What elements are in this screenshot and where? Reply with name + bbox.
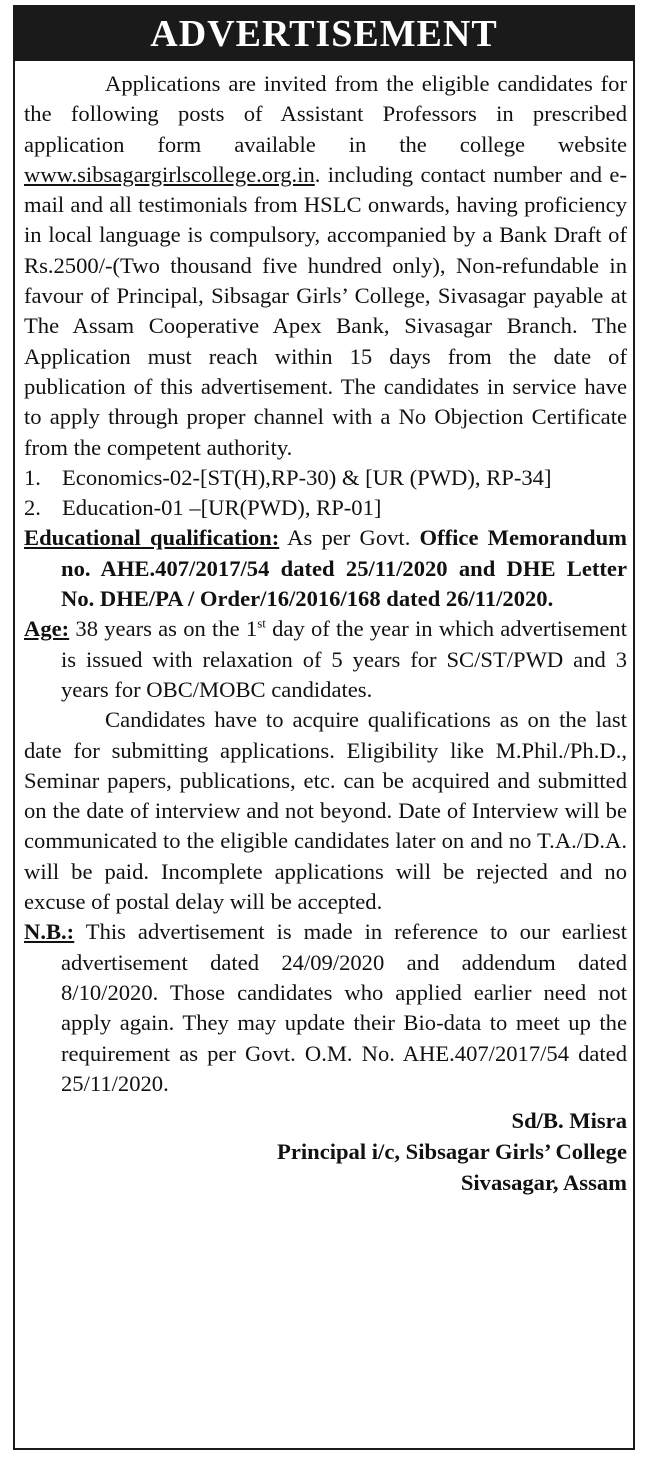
advertisement-title: ADVERTISEMENT — [15, 7, 633, 61]
qualification-text: As per Govt. — [279, 525, 420, 551]
post-number: 1. — [24, 464, 41, 490]
post-item-education — [24, 493, 627, 523]
intro-text-end: . including contact number and e-mail and all testimonials from HSLC onwards, having proficiency in local language is compulsory, accompanied by a Bank Draft of Rs.2500/-(Two thousand five hundred only), Non-refundable in favour of Principal, Sibsagar Girls’ College, Sivasagar payable at The Assam Cooperative Apex Bank, Sivasagar Branch. The Application must reach within 15 days from the date of publication of this advertisement. The candidates in service have to apply through proper channel with a No Objection Certificate from the competent authority. — [24, 161, 627, 460]
age-text-end: day of the year in which advertisement is issued with relaxation of 5 years for SC/ST/PWD and 3 years for OBC/MOBC candidates. — [61, 616, 627, 702]
nb-text: This advertisement is made in reference to our earliest advertisement dated 24/09/2020 and addendum dated 8/10/2020. Those candidates who applied earlier need not apply again. They may update their Bio-data to meet up the requirement as per Govt. O.M. No. AHE.407/2017/54 dated 25/11/2020. — [61, 919, 627, 1096]
qualification-paragraph — [24, 523, 627, 614]
signatory-location: Sivasagar, Assam — [460, 1170, 627, 1196]
age-superscript: st — [257, 615, 266, 631]
signatory-designation: Principal i/c, Sibsagar Girls’ College — [277, 1139, 627, 1165]
signature-block — [24, 1105, 627, 1198]
post-text: Education-01 –[UR(PWD), RP-01] — [62, 495, 382, 521]
age-text-start: 38 years as on the 1 — [69, 616, 258, 642]
candidates-paragraph: Candidates have to acquire qualifications as on the last date for submitting applications. Eligibility like M.Phil./Ph.D., Seminar papers, publications, etc. can be acquired and submitted on the date of interview and not beyond. Date of Interview will be communicated to the eligible candidates later on and no T.A./D.A. will be paid. Incomplete applications will be rejected and no excuse of postal delay will be accepted. — [24, 707, 627, 915]
nb-paragraph — [24, 917, 627, 1099]
post-number: 2. — [24, 495, 41, 521]
advertisement-body — [15, 61, 633, 1198]
signatory-name: Sd/B. Misra — [511, 1108, 627, 1134]
nb-label: N.B.: — [24, 919, 75, 945]
qualification-reference: Office Memorandum no. AHE.407/2017/54 dated 25/11/2020 and DHE Letter No. DHE/PA / Order/16/2016/168 dated 26/11/2020. — [61, 525, 627, 612]
advertisement-frame — [13, 5, 635, 1450]
qualification-label: Educational qualification: — [24, 525, 280, 551]
intro-paragraph — [24, 69, 627, 463]
post-text: Economics-02-[ST(H),RP-30) & [UR (PWD), RP-34] — [62, 464, 552, 490]
age-paragraph — [24, 614, 627, 705]
post-item-economics — [24, 463, 627, 493]
college-website-link[interactable]: www.sibsagargirlscollege.org.in — [24, 161, 315, 187]
age-label: Age: — [24, 616, 70, 642]
intro-text-start: Applications are invited from the eligible candidates for the following posts of Assistant Professors in prescribed application form available in the college website — [24, 71, 627, 157]
